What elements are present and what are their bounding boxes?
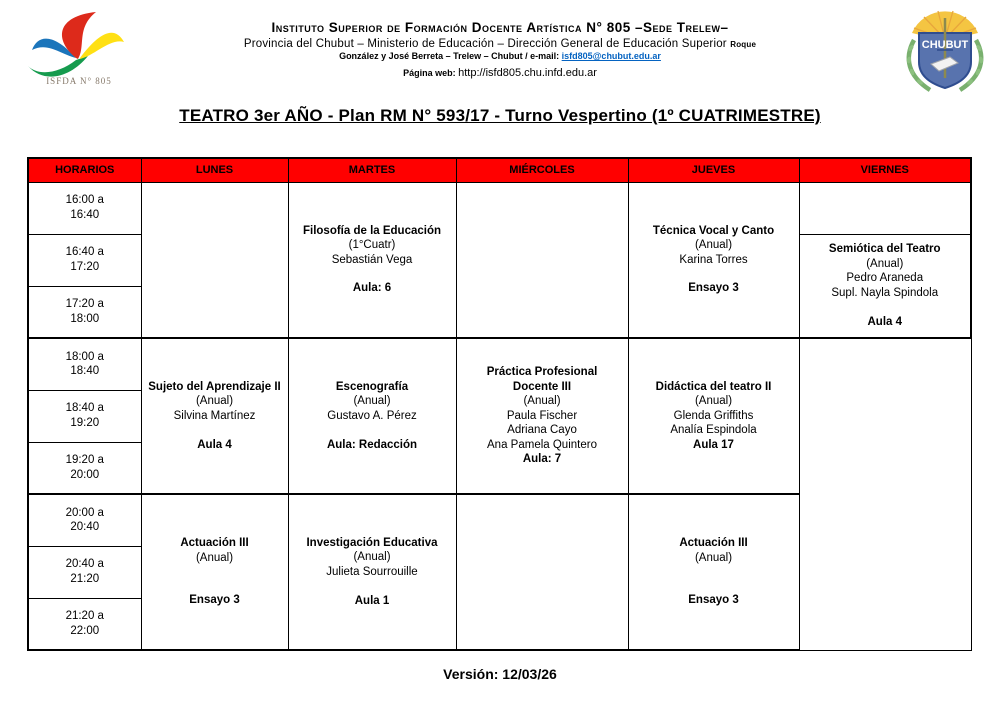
time-slot: 20:40 a 21:20 <box>28 546 141 598</box>
chubut-coat-of-arms <box>898 6 992 100</box>
day-header-horarios: HORARIOS <box>28 158 141 182</box>
time-slot: 17:20 a 18:00 <box>28 286 141 338</box>
isfda-logo <box>18 6 140 98</box>
isfda-logo-caption: ISFDA N° 805 <box>46 76 112 86</box>
schedule-cell-martes-block1: Filosofía de la Educación (1°Cuatr) Sebastián Vega Aula: 6 <box>288 182 456 338</box>
schedule-cell-martes-block3: Investigación Educativa (Anual) Julieta Sourrouille Aula 1 <box>288 494 456 650</box>
schedule-cell-lunes-block2: Sujeto del Aprendizaje II (Anual) Silvina Martínez Aula 4 <box>141 338 288 494</box>
day-header-miercoles: MIÉRCOLES <box>456 158 628 182</box>
time-slot: 18:40 a 19:20 <box>28 390 141 442</box>
institution-header <box>150 20 850 81</box>
schedule-cell-viernes-block1: Semiótica del Teatro (Anual) Pedro Araneda Supl. Nayla Spindola Aula 4 <box>799 234 971 338</box>
time-slot: 18:00 a 18:40 <box>28 338 141 390</box>
empty-cell-miercoles-block1 <box>456 182 628 338</box>
chubut-label: CHUBUT <box>921 39 969 51</box>
day-header-martes: MARTES <box>288 158 456 182</box>
email-link[interactable]: isfd805@chubut.edu.ar <box>561 51 661 61</box>
empty-cell-lunes-block1 <box>141 182 288 338</box>
time-slot: 20:00 a 20:40 <box>28 494 141 546</box>
day-header-row <box>28 158 971 182</box>
logo-yellow-petal <box>80 33 124 59</box>
day-header-lunes: LUNES <box>141 158 288 182</box>
schedule-cell-lunes-block3: Actuación III (Anual) Ensayo 3 <box>141 494 288 650</box>
schedule-cell-martes-block2: Escenografía (Anual) Gustavo A. Pérez Aula: Redacción <box>288 338 456 494</box>
institution-address-line1: Provincia del Chubut – Ministerio de Educación – Dirección General de Educación Superior Roque <box>243 38 757 50</box>
schedule-table <box>27 157 972 651</box>
schedule-cell-jueves-block2: Didáctica del teatro II (Anual) Glenda Griffiths Analía Espindola Aula 17 <box>628 338 799 494</box>
time-slot: 21:20 a 22:00 <box>28 598 141 650</box>
logo-green-petal <box>28 56 88 77</box>
day-header-viernes: VIERNES <box>799 158 971 182</box>
day-header-jueves: JUEVES <box>628 158 799 182</box>
time-slot: 16:00 a 16:40 <box>28 182 141 234</box>
empty-cell-viernes-row1 <box>799 182 971 234</box>
outside-table-region-viernes <box>799 338 971 650</box>
empty-cell-miercoles-block3 <box>456 494 628 650</box>
schedule-cell-miercoles-block2: Práctica Profesional Docente III (Anual) Paula Fischer Adriana Cayo Ana Pamela Quintero Aula: 7 <box>456 338 628 494</box>
page-title: TEATRO 3er AÑO - Plan RM N° 593/17 - Turno Vespertino (1º CUATRIMESTRE) <box>179 106 821 125</box>
website-url: http://isfd805.chu.infd.edu.ar <box>458 67 597 79</box>
schedule-cell-jueves-block1: Técnica Vocal y Canto (Anual) Karina Torres Ensayo 3 <box>628 182 799 338</box>
schedule-cell-jueves-block3: Actuación III (Anual) Ensayo 3 <box>628 494 799 650</box>
time-slot: 16:40 a 17:20 <box>28 234 141 286</box>
website-line: Página web: http://isfd805.chu.infd.edu.ar <box>403 67 597 79</box>
institution-address-line2: González y José Berreta – Trelew – Chubut / e-mail: isfd805@chubut.edu.ar <box>339 51 661 61</box>
institution-name: Instituto Superior de Formación Docente Artística N° 805 –Sede Trelew– <box>271 20 729 35</box>
version-label: Versión: 12/03/26 <box>443 666 557 682</box>
time-slot: 19:20 a 20:00 <box>28 442 141 494</box>
